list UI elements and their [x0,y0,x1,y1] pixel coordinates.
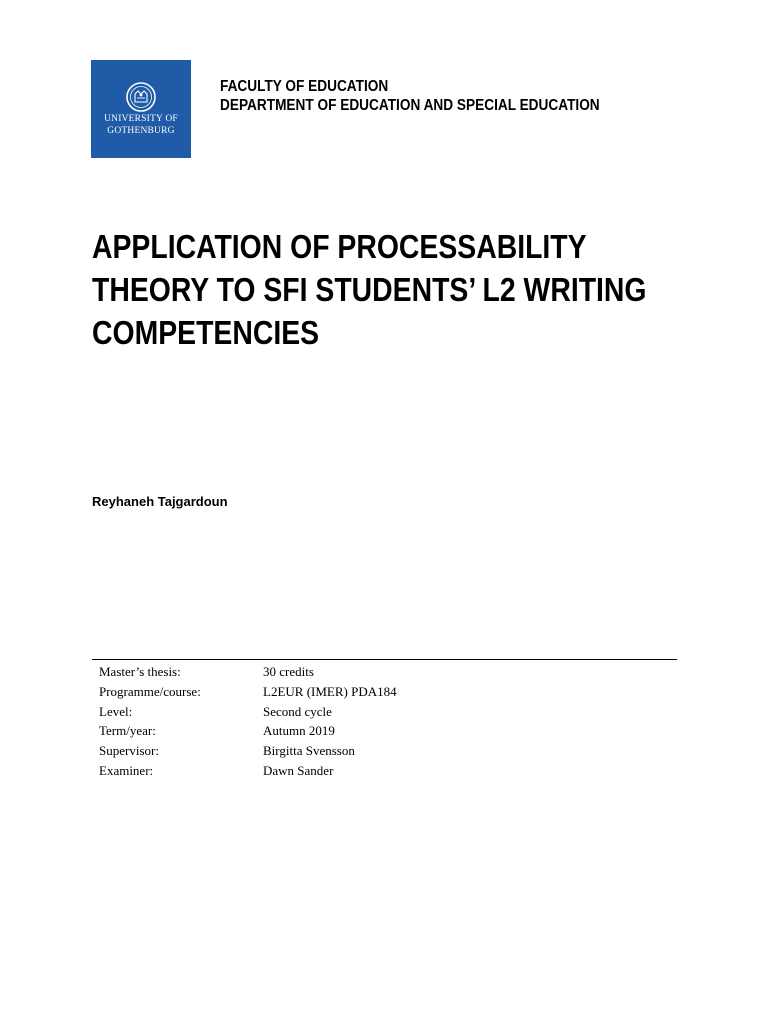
info-label: Term/year: [99,723,156,739]
info-label: Supervisor: [99,743,159,759]
logo-text-line-2: GOTHENBURG [107,126,175,136]
info-row-examiner [92,761,677,781]
info-row-term-year [92,721,677,741]
title-line: COMPETENCIES [92,314,320,351]
university-seal-icon [124,82,158,112]
info-value: Autumn 2019 [263,723,335,739]
info-row-programme-course [92,682,677,702]
info-label: Examiner: [99,762,154,778]
faculty-header [220,77,600,115]
title-line: THEORY TO SFI STUDENTS’ L2 WRITING [92,271,647,308]
faculty-name: FACULTY OF EDUCATION [220,78,389,95]
info-row-level [92,702,677,722]
author-name: Reyhaneh Tajgardoun [92,494,228,509]
logo-text-line-1: UNIVERSITY OF [104,114,178,124]
department-name: DEPARTMENT OF EDUCATION AND SPECIAL EDUCATION [220,97,600,114]
info-label: Level: [99,703,133,719]
info-value: Second cycle [263,703,332,719]
info-value: Dawn Sander [263,762,334,778]
info-row-supervisor [92,741,677,761]
info-value: 30 credits [263,664,314,679]
info-value: Birgitta Svensson [263,743,355,759]
info-label: Master’s thesis: [99,664,181,679]
info-value: L2EUR (IMER) PDA184 [263,683,397,699]
thesis-title [92,225,677,354]
title-line: APPLICATION OF PROCESSABILITY [92,228,587,265]
university-logo [91,60,191,158]
thesis-info-table [92,659,677,781]
info-label: Programme/course: [99,683,201,699]
info-row-masters-thesis [92,662,677,682]
